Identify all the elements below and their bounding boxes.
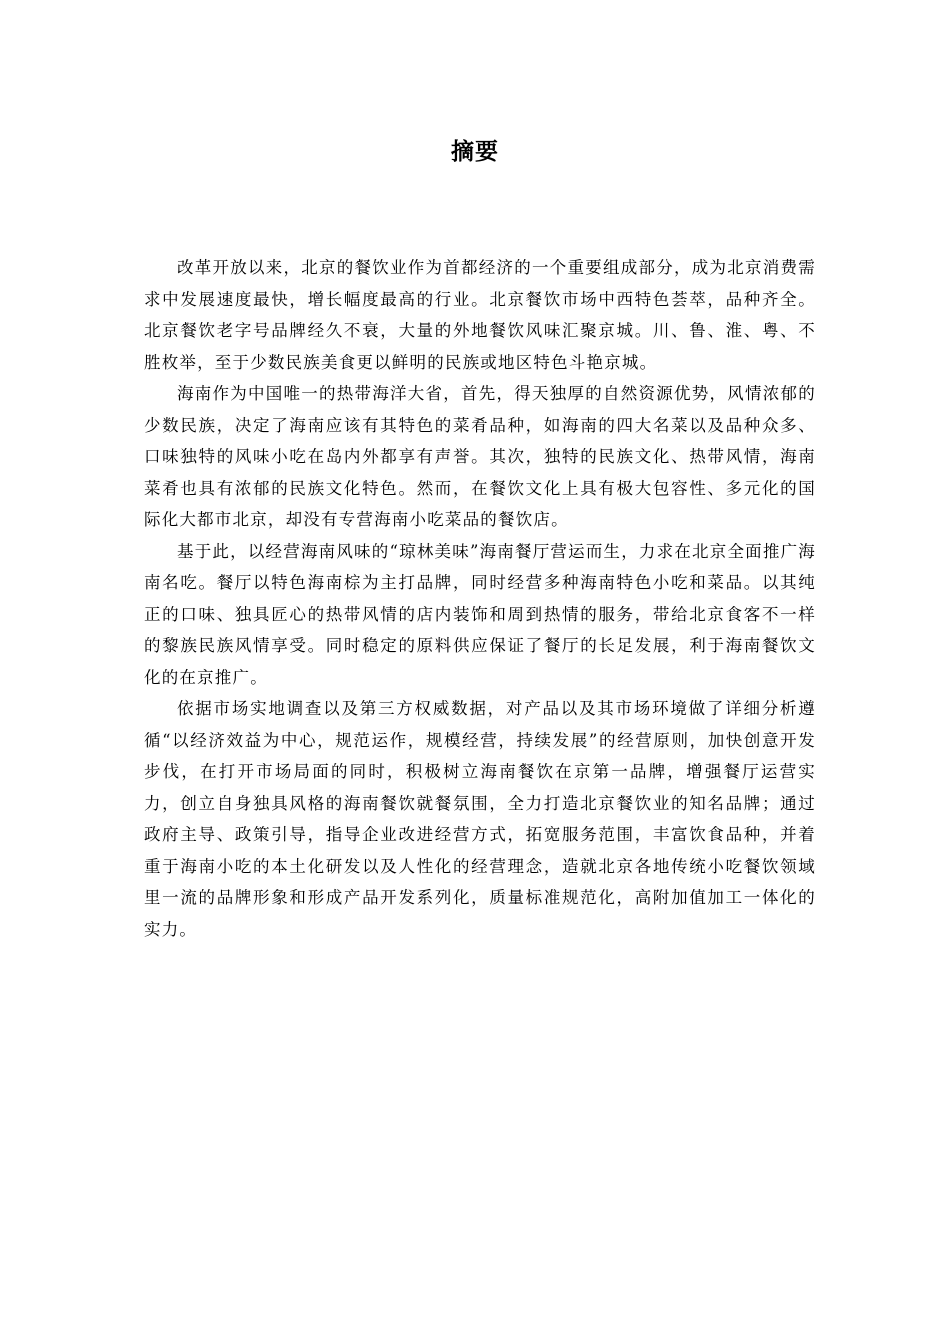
page-title: 摘要 [451,139,499,165]
abstract-body [144,252,816,945]
paragraph: 改革开放以来，北京的餐饮业作为首都经济的一个重要组成部分，成为北京消费需求中发展速度最快，增长幅度最高的行业。北京餐饮市场中西特色荟萃，品种齐全。北京餐饮老字号品牌经久不衰，大量的外地餐饮风味汇聚京城。川、鲁、淮、粤、不胜枚举，至于少数民族美食更以鲜明的民族或地区特色斗艳京城。 [144,258,816,372]
paragraph: 海南作为中国唯一的热带海洋大省，首先，得天独厚的自然资源优势，风情浓郁的少数民族，决定了海南应该有其特色的菜肴品种，如海南的四大名菜以及品种众多、口味独特的风味小吃在岛内外都享有声誉。其次，独特的民族文化、热带风情，海南菜肴也具有浓郁的民族文化特色。然而，在餐饮文化上具有极大包容性、多元化的国际化大都市北京，却没有专营海南小吃菜品的餐饮店。 [144,384,816,529]
paragraph: 依据市场实地调查以及第三方权威数据，对产品以及其市场环境做了详细分析遵循“以经济效益为中心，规范运作，规模经营，持续发展”的经营原则，加快创意开发步伐，在打开市场局面的同时，积极树立海南餐饮在京第一品牌，增强餐厅运营实力，创立自身独具风格的海南餐饮就餐氛围，全力打造北京餐饮业的知名品牌；通过政府主导、政策引导，指导企业改进经营方式，拓宽服务范围，丰富饮食品种，并着重于海南小吃的本土化研发以及人性化的经营理念，造就北京各地传统小吃餐饮领域里一流的品牌形象和形成产品开发系列化，质量标准规范化，高附加值加工一体化的实力。 [144,699,816,939]
paragraph: 基于此，以经营海南风味的“琼林美味”海南餐厅营运而生，力求在北京全面推广海南名吃。餐厅以特色海南棕为主打品牌，同时经营多种海南特色小吃和菜品。以其纯正的口味、独具匠心的热带风情的店内装饰和周到热情的服务，带给北京食客不一样的黎族民族风情享受。同时稳定的原料供应保证了餐厅的长足发展，利于海南餐饮文化的在京推广。 [144,541,816,687]
